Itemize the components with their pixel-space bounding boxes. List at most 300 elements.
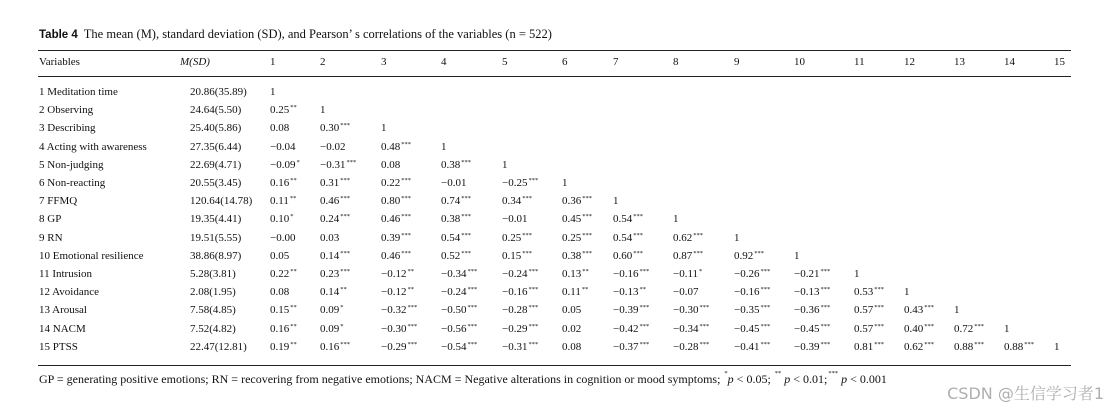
correlation-value: 0.22 xyxy=(270,268,290,280)
significance-stars: *** xyxy=(401,195,411,203)
significance-stars: *** xyxy=(340,213,350,221)
correlation-value: 1 xyxy=(502,158,508,171)
table-row xyxy=(0,119,1118,137)
significance-stars: * xyxy=(296,158,300,166)
correlation-value: 0.11 xyxy=(270,195,289,208)
footnote-star1: * xyxy=(724,370,728,377)
correlation-value: −0.45 xyxy=(734,322,760,335)
correlation-cell xyxy=(794,247,800,265)
significance-stars: *** xyxy=(924,322,934,330)
correlation-cell xyxy=(562,320,581,338)
correlation-value: 0.08 xyxy=(270,122,290,135)
correlation-cell xyxy=(613,192,619,210)
header-col-7: 7 xyxy=(613,56,619,68)
significance-stars: *** xyxy=(754,249,764,257)
correlation-cell xyxy=(673,265,702,283)
correlation-value: 0.74 xyxy=(441,195,461,208)
correlation-value: −0.54 xyxy=(441,340,467,353)
significance-stars: *** xyxy=(820,304,831,312)
correlation-value: 0.81 xyxy=(854,340,874,353)
correlation-cell xyxy=(441,265,477,283)
correlation-value: 1 xyxy=(794,249,800,262)
correlation-cell xyxy=(441,138,447,156)
correlation-cell xyxy=(441,247,471,265)
correlation-value: 0.54 xyxy=(441,231,461,244)
correlation-value: −0.29 xyxy=(381,340,407,353)
correlation-value: 0.16 xyxy=(270,322,290,335)
correlation-cell xyxy=(381,138,411,156)
correlation-cell xyxy=(320,138,345,156)
correlation-value: −0.07 xyxy=(673,286,699,299)
correlation-cell xyxy=(854,320,884,338)
correlation-value: −0.13 xyxy=(613,286,639,299)
correlation-value: 0.02 xyxy=(562,322,582,335)
correlation-cell xyxy=(734,338,770,356)
correlation-cell xyxy=(381,320,417,338)
correlation-cell xyxy=(562,174,568,192)
row-label: 13 Arousal xyxy=(39,304,87,317)
correlation-value: 0.45 xyxy=(562,213,582,226)
significance-stars: *** xyxy=(528,322,539,330)
correlation-value: 0.48 xyxy=(381,140,401,153)
correlation-value: 0.52 xyxy=(441,249,461,262)
header-rule xyxy=(38,76,1071,77)
correlation-cell xyxy=(794,320,830,338)
significance-stars: ** xyxy=(290,322,297,330)
correlation-value: −0.26 xyxy=(734,268,760,280)
footnote-threshold2: < 0.01; xyxy=(790,372,828,386)
correlation-value: 0.43 xyxy=(904,304,924,317)
correlation-cell xyxy=(613,229,643,247)
correlation-value: 0.53 xyxy=(854,286,874,299)
footnote-p1: p xyxy=(727,372,734,386)
correlation-cell xyxy=(270,192,296,210)
significance-stars: *** xyxy=(693,231,703,239)
significance-stars: *** xyxy=(401,231,411,239)
bottom-rule xyxy=(38,365,1071,366)
correlation-cell xyxy=(734,283,770,301)
correlation-value: −0.25 xyxy=(502,177,528,189)
correlation-value: 0.14 xyxy=(320,286,340,299)
correlation-cell xyxy=(613,301,649,319)
correlation-value: −0.56 xyxy=(441,322,467,335)
row-msd: 7.58(4.85) xyxy=(190,304,236,317)
significance-stars: *** xyxy=(699,340,710,348)
correlation-cell xyxy=(794,301,830,319)
correlation-cell xyxy=(673,320,709,338)
correlation-value: −0.16 xyxy=(502,286,528,299)
correlation-value: 0.88 xyxy=(1004,340,1024,353)
correlation-value: 1 xyxy=(562,177,568,189)
significance-stars: *** xyxy=(461,213,471,221)
correlation-cell xyxy=(613,338,649,356)
correlation-cell xyxy=(270,247,289,265)
correlation-cell xyxy=(441,156,471,174)
correlation-cell xyxy=(320,229,339,247)
correlation-value: −0.41 xyxy=(734,340,760,353)
significance-stars: *** xyxy=(340,195,350,203)
footnote-abbreviations: GP = generating positive emotions; RN = recovering from negative emotions; NACM = Negative alterations in cognition or mood symptoms; xyxy=(39,372,724,386)
correlation-value: 0.25 xyxy=(562,231,582,244)
correlation-cell xyxy=(502,174,538,192)
significance-stars: *** xyxy=(974,340,984,348)
correlation-cell xyxy=(734,229,740,247)
significance-stars: ** xyxy=(290,340,297,348)
correlation-cell xyxy=(613,265,649,283)
table-row xyxy=(0,301,1118,319)
significance-stars: *** xyxy=(467,340,478,348)
correlation-cell xyxy=(441,192,471,210)
significance-stars: *** xyxy=(461,158,471,166)
row-msd: 19.35(4.41) xyxy=(190,213,242,226)
row-msd: 24.64(5.50) xyxy=(190,104,242,117)
significance-stars: ** xyxy=(290,268,297,275)
correlation-cell xyxy=(381,210,411,228)
correlation-value: 0.09 xyxy=(320,322,340,335)
correlation-value: 0.30 xyxy=(320,122,340,135)
correlation-value: −0.31 xyxy=(502,340,528,353)
correlation-value: 0.46 xyxy=(381,249,401,262)
correlation-cell xyxy=(904,301,934,319)
table-row xyxy=(0,320,1118,338)
correlation-value: −0.29 xyxy=(502,322,528,335)
significance-stars: * xyxy=(290,213,294,221)
row-msd: 20.86(35.89) xyxy=(190,86,247,98)
significance-stars: *** xyxy=(467,304,478,312)
correlation-value: −0.13 xyxy=(794,286,820,299)
correlation-value: 0.57 xyxy=(854,322,874,335)
significance-stars: *** xyxy=(820,322,831,330)
significance-stars: *** xyxy=(760,340,771,348)
correlation-value: 1 xyxy=(320,104,326,117)
correlation-cell xyxy=(270,301,297,319)
significance-stars: ** xyxy=(290,304,297,312)
significance-stars: ** xyxy=(581,286,589,294)
correlation-value: −0.30 xyxy=(673,304,699,317)
header-variables: Variables xyxy=(39,56,80,68)
correlation-value: 0.54 xyxy=(613,213,633,226)
correlation-value: −0.35 xyxy=(734,304,760,317)
significance-stars: *** xyxy=(467,286,478,294)
top-rule xyxy=(38,50,1071,51)
correlation-value: 0.57 xyxy=(854,304,874,317)
correlation-cell xyxy=(954,320,984,338)
correlation-value: −0.01 xyxy=(502,213,528,226)
correlation-value: −0.00 xyxy=(270,231,296,244)
correlation-cell xyxy=(562,265,589,283)
table-row xyxy=(0,138,1118,156)
significance-stars: * xyxy=(699,268,703,275)
correlation-value: 0.36 xyxy=(562,195,582,208)
significance-stars: *** xyxy=(461,195,471,203)
significance-stars: *** xyxy=(582,195,592,203)
correlation-value: 0.08 xyxy=(270,286,290,299)
correlation-cell xyxy=(381,156,400,174)
correlation-cell xyxy=(562,301,581,319)
row-label: 6 Non-reacting xyxy=(39,177,106,189)
correlation-cell xyxy=(381,192,411,210)
row-msd: 20.55(3.45) xyxy=(190,177,242,189)
footnote-threshold3: < 0.001 xyxy=(847,372,887,386)
correlation-value: −0.28 xyxy=(502,304,528,317)
correlation-value: −0.34 xyxy=(441,268,467,280)
correlation-cell xyxy=(381,301,417,319)
correlation-value: 0.34 xyxy=(502,195,522,208)
correlation-value: −0.24 xyxy=(502,268,528,280)
correlation-cell xyxy=(562,283,588,301)
significance-stars: *** xyxy=(820,340,831,348)
header-col-12: 12 xyxy=(904,56,915,68)
correlation-value: 0.46 xyxy=(381,213,401,226)
correlation-value: 0.40 xyxy=(904,322,924,335)
header-col-6: 6 xyxy=(562,56,568,68)
significance-stars: *** xyxy=(633,249,643,257)
correlation-cell xyxy=(502,210,527,228)
correlation-cell xyxy=(441,301,477,319)
correlation-cell xyxy=(954,338,984,356)
correlation-value: −0.16 xyxy=(613,268,639,280)
significance-stars: ** xyxy=(639,286,646,294)
correlation-value: −0.12 xyxy=(381,268,407,280)
table-title: The mean (M), standard deviation (SD), and Pearson’ s correlations of the variables (n = 522) xyxy=(83,27,552,41)
header-col-14: 14 xyxy=(1004,56,1015,68)
table-number: Table 4 xyxy=(39,29,78,41)
footnote-star2: ** xyxy=(774,370,782,377)
correlation-value: 0.62 xyxy=(673,231,693,244)
row-msd: 7.52(4.82) xyxy=(190,322,236,335)
correlation-cell xyxy=(441,320,477,338)
header-col-1: 1 xyxy=(270,56,276,68)
row-msd: 22.69(4.71) xyxy=(190,158,242,171)
correlation-cell xyxy=(381,265,414,283)
correlation-cell xyxy=(673,247,703,265)
correlation-cell xyxy=(734,247,764,265)
significance-stars: *** xyxy=(760,304,771,312)
correlation-value: −0.50 xyxy=(441,304,467,317)
significance-stars: *** xyxy=(582,213,592,221)
correlation-value: −0.30 xyxy=(381,322,407,335)
row-label: 11 Intrusion xyxy=(39,268,93,280)
correlation-value: −0.36 xyxy=(794,304,820,317)
significance-stars: *** xyxy=(401,140,411,148)
correlation-cell xyxy=(854,283,884,301)
correlation-value: −0.45 xyxy=(794,322,820,335)
correlation-cell xyxy=(320,210,350,228)
significance-stars: *** xyxy=(401,249,411,257)
correlation-value: −0.21 xyxy=(794,268,820,280)
correlation-value: 0.38 xyxy=(441,213,461,226)
significance-stars: *** xyxy=(760,322,771,330)
footnote-p2: p xyxy=(781,372,791,386)
significance-stars: *** xyxy=(639,304,650,312)
correlation-cell xyxy=(320,119,350,137)
correlation-cell xyxy=(562,210,592,228)
correlation-cell xyxy=(320,156,356,174)
correlation-value: 1 xyxy=(954,304,960,317)
header-msd: M(SD) xyxy=(180,56,210,68)
table-row xyxy=(0,265,1118,283)
significance-stars: *** xyxy=(699,322,710,330)
correlation-value: 0.87 xyxy=(673,249,693,262)
correlation-cell xyxy=(502,320,538,338)
correlation-cell xyxy=(613,283,646,301)
correlation-value: 0.25 xyxy=(502,231,522,244)
correlation-cell xyxy=(381,283,414,301)
correlation-cell xyxy=(502,229,532,247)
correlation-cell xyxy=(320,101,326,119)
correlation-value: 0.10 xyxy=(270,213,290,226)
correlation-value: 1 xyxy=(734,231,740,244)
row-label: 10 Emotional resilience xyxy=(39,249,144,262)
header-col-2: 2 xyxy=(320,56,326,68)
significance-stars: *** xyxy=(760,286,771,294)
correlation-value: 0.39 xyxy=(381,231,401,244)
significance-stars: ** xyxy=(290,104,297,112)
correlation-cell xyxy=(502,283,538,301)
correlation-value: 0.31 xyxy=(320,177,340,189)
correlation-cell xyxy=(441,210,471,228)
significance-stars: *** xyxy=(340,249,350,257)
significance-stars: ** xyxy=(289,195,297,203)
header-col-10: 10 xyxy=(794,56,805,68)
significance-stars: *** xyxy=(461,231,471,239)
correlation-cell xyxy=(502,192,532,210)
correlation-value: 0.15 xyxy=(502,249,522,262)
correlation-cell xyxy=(673,210,679,228)
correlation-cell xyxy=(441,229,471,247)
correlation-value: 0.05 xyxy=(562,304,582,317)
correlation-value: 0.46 xyxy=(320,195,340,208)
correlation-cell xyxy=(673,338,709,356)
significance-stars: *** xyxy=(528,177,539,184)
correlation-cell xyxy=(270,174,297,192)
table-row xyxy=(0,210,1118,228)
correlation-cell xyxy=(613,247,643,265)
header-col-11: 11 xyxy=(854,56,865,68)
correlation-cell xyxy=(562,338,581,356)
correlation-value: 1 xyxy=(1054,340,1060,353)
significance-stars: *** xyxy=(693,249,703,257)
row-label: 14 NACM xyxy=(39,322,86,335)
correlation-value: −0.31 xyxy=(320,158,346,171)
correlation-value: 1 xyxy=(270,86,276,98)
correlation-cell xyxy=(270,320,297,338)
correlation-cell xyxy=(673,229,703,247)
correlation-value: 1 xyxy=(613,195,619,208)
table-row xyxy=(0,192,1118,210)
correlation-value: −0.04 xyxy=(270,140,296,153)
correlation-cell xyxy=(854,338,884,356)
correlation-value: −0.02 xyxy=(320,140,346,153)
significance-stars: *** xyxy=(924,340,934,348)
correlation-cell xyxy=(270,283,289,301)
correlation-value: 1 xyxy=(904,286,910,299)
correlation-value: −0.28 xyxy=(673,340,699,353)
significance-stars: *** xyxy=(340,122,350,130)
significance-stars: *** xyxy=(467,322,478,330)
correlation-cell xyxy=(854,265,860,283)
row-label: 3 Describing xyxy=(39,122,96,135)
correlation-value: 0.22 xyxy=(381,177,401,189)
correlation-cell xyxy=(270,229,295,247)
correlation-cell xyxy=(502,156,508,174)
correlation-value: 1 xyxy=(1004,322,1010,335)
significance-stars: *** xyxy=(522,195,532,203)
significance-stars: *** xyxy=(582,231,592,239)
correlation-cell xyxy=(854,301,884,319)
row-label: 12 Avoidance xyxy=(39,286,99,299)
correlation-cell xyxy=(270,210,294,228)
correlation-cell xyxy=(270,119,289,137)
significance-stars: ** xyxy=(290,177,297,184)
correlation-cell xyxy=(1004,338,1034,356)
correlation-cell xyxy=(1054,338,1060,356)
correlation-value: −0.24 xyxy=(441,286,467,299)
significance-stars: *** xyxy=(467,268,478,275)
correlation-value: −0.01 xyxy=(441,177,467,189)
significance-stars: ** xyxy=(340,286,347,294)
correlation-value: 0.80 xyxy=(381,195,401,208)
significance-stars: *** xyxy=(974,322,984,330)
correlation-cell xyxy=(613,210,643,228)
correlation-cell xyxy=(954,301,960,319)
correlation-value: 0.72 xyxy=(954,322,974,335)
correlation-value: 1 xyxy=(673,213,679,226)
correlation-value: 1 xyxy=(441,140,447,153)
header-col-9: 9 xyxy=(734,56,740,68)
significance-stars: *** xyxy=(528,340,539,348)
significance-stars: *** xyxy=(1024,340,1034,348)
significance-stars: *** xyxy=(407,340,418,348)
significance-stars: *** xyxy=(346,158,357,166)
significance-stars: *** xyxy=(633,231,643,239)
correlation-cell xyxy=(270,265,297,283)
significance-stars: *** xyxy=(340,268,350,275)
correlation-cell xyxy=(320,338,350,356)
correlation-cell xyxy=(794,283,830,301)
row-label: 2 Observing xyxy=(39,104,94,117)
correlation-value: 0.08 xyxy=(562,340,582,353)
correlation-cell xyxy=(381,229,411,247)
correlation-cell xyxy=(794,265,830,283)
correlation-value: 0.25 xyxy=(270,104,290,117)
correlation-cell xyxy=(562,247,592,265)
correlation-value: 0.92 xyxy=(734,249,754,262)
correlation-value: 0.09 xyxy=(320,304,340,317)
correlation-cell xyxy=(562,229,592,247)
table-row xyxy=(0,283,1118,301)
header-col-3: 3 xyxy=(381,56,387,68)
correlation-cell xyxy=(441,338,477,356)
correlation-value: 0.23 xyxy=(320,268,340,280)
significance-stars: *** xyxy=(820,268,831,275)
row-label: 7 FFMQ xyxy=(39,195,78,208)
significance-stars: *** xyxy=(461,249,471,257)
row-msd: 19.51(5.55) xyxy=(190,231,242,244)
header-col-4: 4 xyxy=(441,56,447,68)
significance-stars: *** xyxy=(522,249,532,257)
correlation-value: 0.60 xyxy=(613,249,633,262)
significance-stars: *** xyxy=(407,304,418,312)
correlation-cell xyxy=(381,174,411,192)
significance-stars: *** xyxy=(340,340,350,348)
significance-stars: ** xyxy=(407,268,414,275)
row-label: 15 PTSS xyxy=(39,340,78,353)
correlation-value: −0.39 xyxy=(613,304,639,317)
correlation-cell xyxy=(320,192,350,210)
header-col-5: 5 xyxy=(502,56,508,68)
footnote-star3: *** xyxy=(828,370,839,377)
